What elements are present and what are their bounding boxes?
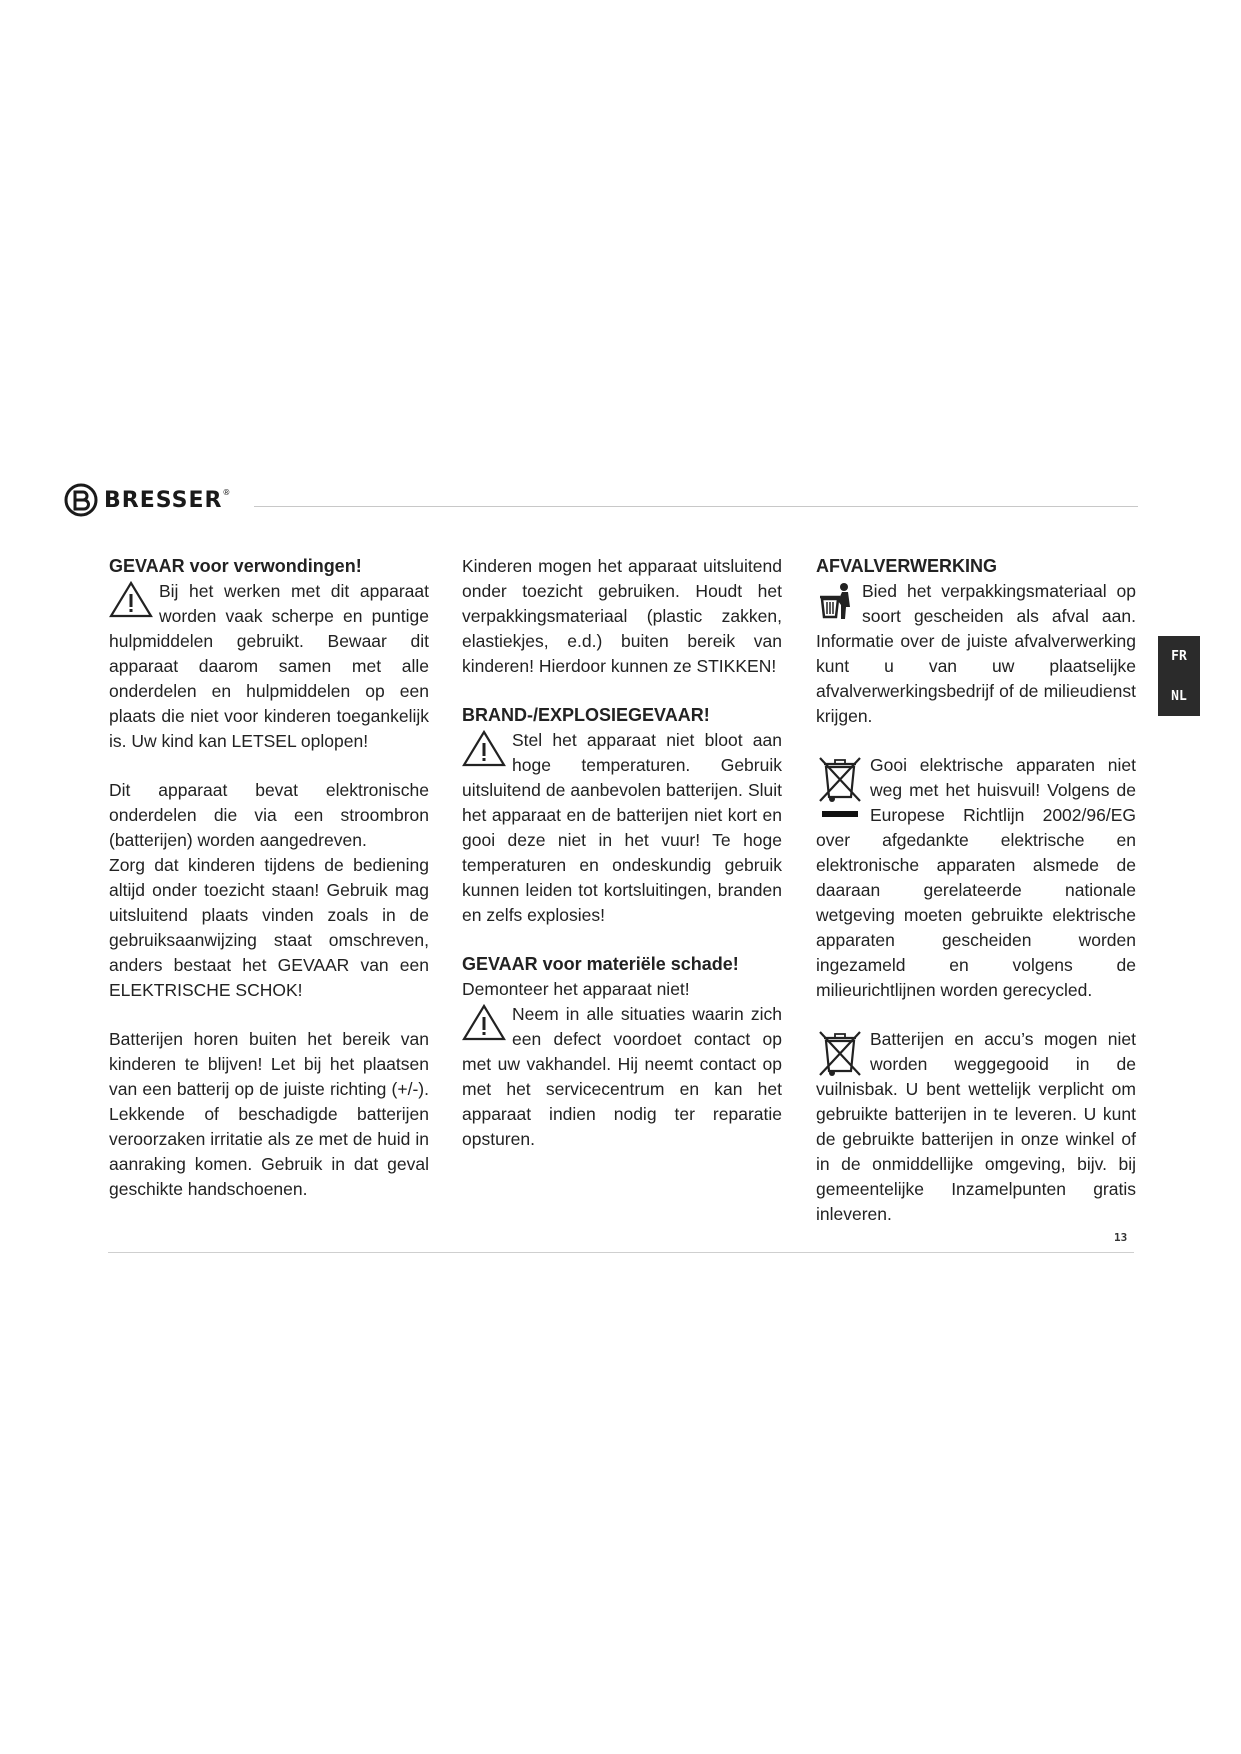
bresser-logo-icon [64, 483, 98, 517]
brand-logo [64, 482, 231, 518]
language-tab [1158, 636, 1200, 716]
lang-nl: NL [1171, 688, 1187, 704]
heading-damage: GEVAAR voor materiële schade! [462, 954, 739, 974]
fire-paragraph: Stel het apparaat niet bloot aan hoge temperaturen. Gebruik uitsluitend de aanbevolen batterijen. Sluit het apparaat en de batterijen niet kort en gooi deze niet in het vuur! Te hoge temperaturen en ondeskundig gebruik kunnen leiden tot kortsluitingen, branden en zelfs explosies! [462, 730, 782, 925]
damage-paragraph: Neem in alle situaties waarin zich een defect voordoet contact op met uw vakhandel. Hij neemt contact op met het servicecentrum en kan het apparaat indien nodig ter reparatie opsturen. [462, 1004, 782, 1149]
crossed-bin-icon [816, 755, 864, 821]
packaging-paragraph: Bied het verpakkingsmateriaal op soort gescheiden als afval aan. Informatie over de juiste afvalverwerking kunt u van uw plaatselijke afvalverwerkingsbedrijf of de milieudienst krijgen. [816, 581, 1136, 726]
supervision-paragraph: Zorg dat kinderen tijdens de bediening altijd onder toezicht staan! Gebruik mag uitsluitend plaats vinden zoals in de gebruiksaanwijzing staat omschreven, anders bestaat het GEVAAR van een ELEKTRISCHE SCHOK! [109, 855, 429, 1000]
damage-lead: Demonteer het apparaat niet! [462, 979, 690, 999]
recycle-bin-icon [816, 581, 856, 621]
column-1 [109, 554, 429, 1202]
heading-injury: GEVAAR voor verwondingen! [109, 556, 362, 576]
weee-paragraph: Gooi elektrische apparaten niet weg met het huisvuil! Volgens de Europese Richtlijn 2002/96/EG over afgedankte elektrische en elektronische apparaten alsmede de daaraan gerelateerde nationale wetgeving moeten gebruikte elektrische apparaten gescheiden worden ingezameld en volgens de milieurichtlijnen worden gerecycled. [816, 755, 1136, 1000]
page-number: 13 [1114, 1231, 1128, 1244]
brand-name: BRESSER® [104, 487, 232, 513]
header-divider [254, 506, 1138, 507]
warning-triangle-icon [109, 581, 153, 619]
warning-triangle-icon [462, 730, 506, 768]
page-header [64, 482, 1138, 518]
batteries-paragraph: Batterijen horen buiten het bereik van kinderen te blijven! Let bij het plaatsen van een batterij op de juiste richting (+/-). Lekkende of beschadigde batterijen veroorzaken irritatie als ze met de huid in aanraking komen. Gebruik in dat geval geschikte handschoenen. [109, 1029, 429, 1199]
heading-waste: AFVALVERWERKING [816, 556, 998, 576]
injury-paragraph: Bij het werken met dit apparaat worden vaak scherpe en puntige hulpmiddelen gebruikt. Bewaar dit apparaat daarom samen met alle onderdelen en hulpmiddelen op een plaats die niet voor kinderen toegankelijk is. Uw kind kan LETSEL oplopen! [109, 581, 429, 751]
footer-divider [108, 1252, 1134, 1253]
heading-fire: BRAND-/EXPLOSIEGEVAAR! [462, 705, 710, 725]
battery-disposal-paragraph: Batterijen en accu’s mogen niet worden weggegooid in de vuilnisbak. U bent wettelijk verplicht om gebruikte batterijen in te leveren. U kunt de gebruikte batterijen in onze winkel of in de onmiddellijke omgeving, bijv. bij gemeentelijke Inzamelpunten gratis inleveren. [816, 1029, 1136, 1224]
column-3 [816, 554, 1136, 1227]
crossed-bin-icon [816, 1029, 864, 1077]
lang-fr: FR [1171, 648, 1187, 664]
warning-triangle-icon [462, 1004, 506, 1042]
column-2 [462, 554, 782, 1152]
children-paragraph: Kinderen mogen het apparaat uitsluitend onder toezicht gebruiken. Houdt het verpakkingsmateriaal (plastic zakken, elastiekjes, e.d.) buiten bereik van kinderen! Hierdoor kunnen ze STIKKEN! [462, 556, 782, 676]
electronics-paragraph: Dit apparaat bevat elektronische onderdelen die via een stroombron (batterijen) worden aangedreven. [109, 780, 429, 850]
